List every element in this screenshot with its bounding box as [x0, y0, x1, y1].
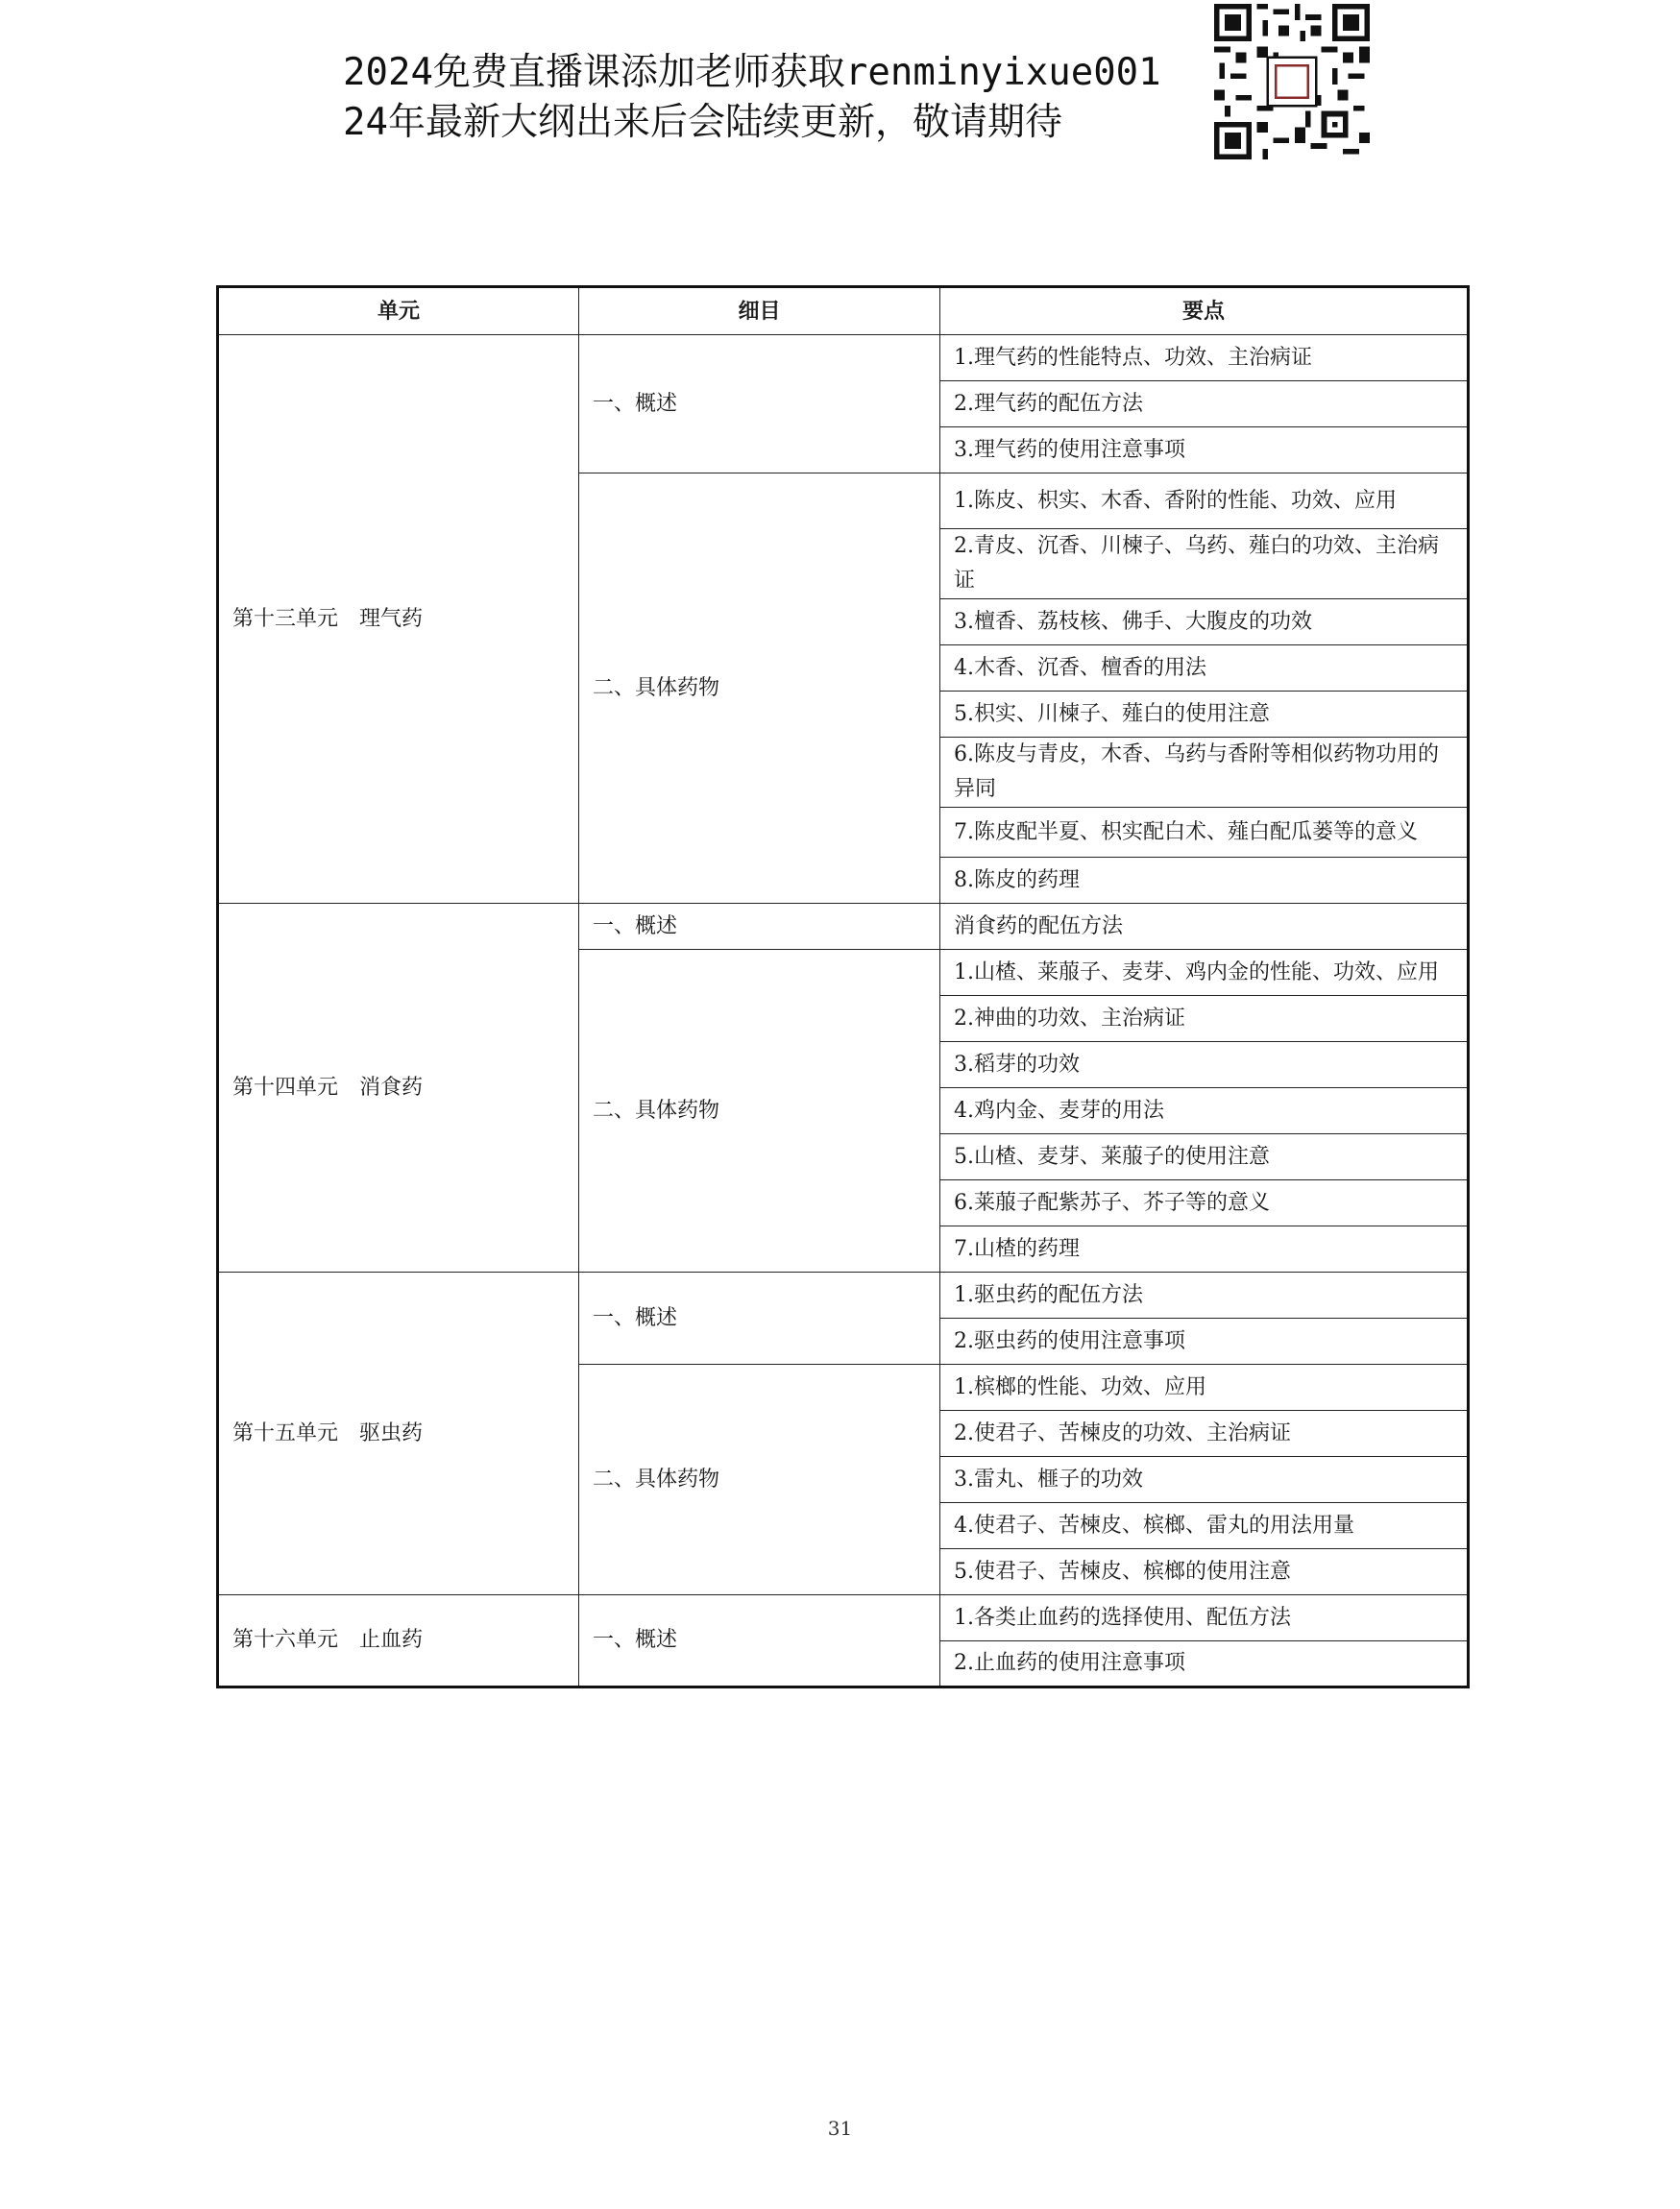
point-cell: 6.陈皮与青皮，木香、乌药与香附等相似药物功用的异同: [940, 738, 1469, 808]
point-cell: 4.使君子、苦楝皮、槟榔、雷丸的用法用量: [940, 1503, 1469, 1549]
point-cell: 3.理气药的使用注意事项: [940, 427, 1469, 473]
point-cell: 2.青皮、沉香、川楝子、乌药、薤白的功效、主治病证: [940, 529, 1469, 599]
point-cell: 3.雷丸、榧子的功效: [940, 1457, 1469, 1503]
section-cell: 二、具体药物: [579, 950, 940, 1273]
unit-cell: 第十三单元 理气药: [218, 335, 579, 904]
page-number: 31: [827, 2117, 853, 2140]
section-cell: 一、概述: [579, 1595, 940, 1687]
point-cell: 消食药的配伍方法: [940, 904, 1469, 950]
section-cell: 一、概述: [579, 335, 940, 473]
point-cell: 1.各类止血药的选择使用、配伍方法: [940, 1595, 1469, 1641]
syllabus-table: [216, 285, 1470, 1688]
section-cell: 二、具体药物: [579, 473, 940, 904]
section-cell: 二、具体药物: [579, 1365, 940, 1595]
point-cell: 5.山楂、麦芽、莱菔子的使用注意: [940, 1134, 1469, 1180]
header-item: 细目: [579, 287, 940, 335]
point-cell: 1.山楂、莱菔子、麦芽、鸡内金的性能、功效、应用: [940, 950, 1469, 996]
point-cell: 4.鸡内金、麦芽的用法: [940, 1088, 1469, 1134]
header-line-1: 2024免费直播课添加老师获取renminyixue001: [343, 51, 1161, 94]
point-cell: 7.陈皮配半夏、枳实配白术、薤白配瓜蒌等的意义: [940, 808, 1469, 858]
point-cell: 8.陈皮的药理: [940, 858, 1469, 904]
table-row: [218, 904, 1469, 950]
point-cell: 2.理气药的配伍方法: [940, 381, 1469, 427]
unit-cell: 第十四单元 消食药: [218, 904, 579, 1273]
table-header-row: [218, 287, 1469, 335]
point-cell: 7.山楂的药理: [940, 1226, 1469, 1273]
table-row: [218, 1273, 1469, 1319]
header-notice: [343, 48, 1161, 148]
table-row: [218, 1595, 1469, 1641]
point-cell: 6.莱菔子配紫苏子、芥子等的意义: [940, 1180, 1469, 1226]
section-cell: 一、概述: [579, 1273, 940, 1365]
point-cell: 3.稻芽的功效: [940, 1042, 1469, 1088]
point-cell: 1.驱虫药的配伍方法: [940, 1273, 1469, 1319]
point-cell: 4.木香、沉香、檀香的用法: [940, 645, 1469, 692]
point-cell: 5.枳实、川楝子、薤白的使用注意: [940, 692, 1469, 738]
header-unit: 单元: [218, 287, 579, 335]
unit-cell: 第十六单元 止血药: [218, 1595, 579, 1687]
point-cell: 2.驱虫药的使用注意事项: [940, 1319, 1469, 1365]
section-cell: 一、概述: [579, 904, 940, 950]
point-cell: 2.使君子、苦楝皮的功效、主治病证: [940, 1411, 1469, 1457]
point-cell: 1.陈皮、枳实、木香、香附的性能、功效、应用: [940, 473, 1469, 529]
header-line-2: 24年最新大纲出来后会陆续更新，敬请期待: [343, 101, 1062, 144]
header-points: 要点: [940, 287, 1469, 335]
unit-cell: 第十五单元 驱虫药: [218, 1273, 579, 1595]
point-cell: 5.使君子、苦楝皮、槟榔的使用注意: [940, 1549, 1469, 1595]
table-row: [218, 335, 1469, 381]
qr-code-icon: [1214, 4, 1370, 159]
point-cell: 3.檀香、荔枝核、佛手、大腹皮的功效: [940, 599, 1469, 645]
point-cell: 2.神曲的功效、主治病证: [940, 996, 1469, 1042]
point-cell: 1.理气药的性能特点、功效、主治病证: [940, 335, 1469, 381]
point-cell: 2.止血药的使用注意事项: [940, 1641, 1469, 1687]
point-cell: 1.槟榔的性能、功效、应用: [940, 1365, 1469, 1411]
